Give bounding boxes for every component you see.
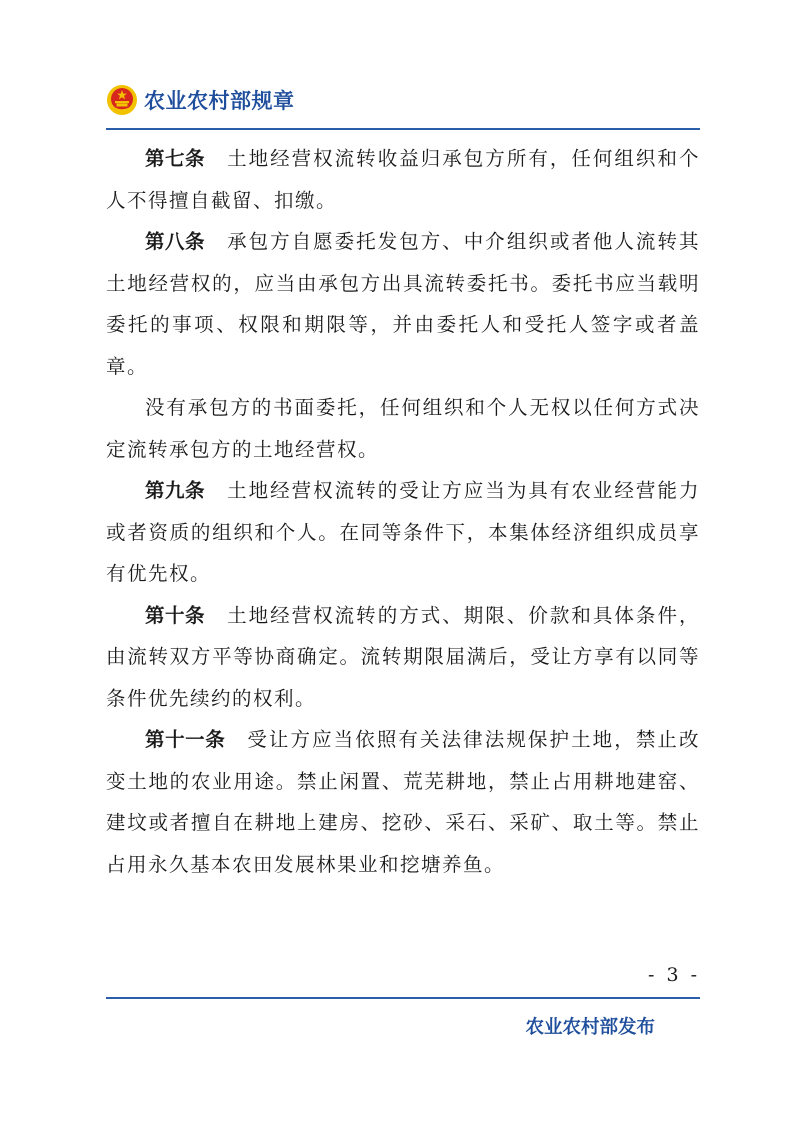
article-text: 没有承包方的书面委托，任何组织和个人无权以任何方式决定流转承包方的土地经营权。	[106, 396, 700, 461]
article-number: 第八条	[145, 230, 206, 253]
footer-publisher: 农业农村部发布	[525, 1017, 655, 1038]
header-divider	[106, 128, 700, 130]
article-text: 土地经营权流转的方式、期限、价款和具体条件，由流转双方平等协商确定。流转期限届满后，受让方享有以同等条件优先续约的权利。	[106, 603, 700, 710]
document-body	[106, 138, 700, 885]
footer-divider	[106, 997, 700, 999]
article-number: 第九条	[145, 479, 206, 502]
article-paragraph	[106, 221, 700, 387]
article-text: 土地经营权流转收益归承包方所有，任何组织和个人不得擅自截留、扣缴。	[106, 147, 700, 212]
page-header	[106, 84, 295, 116]
article-number: 第十一条	[145, 728, 226, 751]
article-number: 第十条	[145, 603, 206, 627]
article-paragraph	[106, 719, 700, 885]
article-text: 受让方应当依照有关法律法规保护土地，禁止改变土地的农业用途。禁止闲置、荒芜耕地，禁止占用耕地建窑、建坟或者擅自在耕地上建房、挖砂、采石、采矿、取土等。禁止占用永久基本农田发展林果业和挖塘养鱼。	[106, 728, 700, 876]
article-paragraph	[106, 595, 700, 720]
article-text: 承包方自愿委托发包方、中介组织或者他人流转其土地经营权的，应当由承包方出具流转委托书。委托书应当载明委托的事项、权限和期限等，并由委托人和受托人签字或者盖章。	[106, 230, 700, 378]
national-emblem-icon	[106, 84, 138, 116]
article-paragraph	[106, 470, 700, 595]
article-paragraph	[106, 138, 700, 221]
article-paragraph	[106, 387, 700, 470]
article-text: 土地经营权流转的受让方应当为具有农业经营能力或者资质的组织和个人。在同等条件下，本集体经济组织成员享有优先权。	[106, 479, 700, 585]
article-number: 第七条	[145, 147, 206, 170]
page-number: - 3 -	[647, 964, 700, 986]
header-title: 农业农村部规章	[144, 89, 295, 113]
